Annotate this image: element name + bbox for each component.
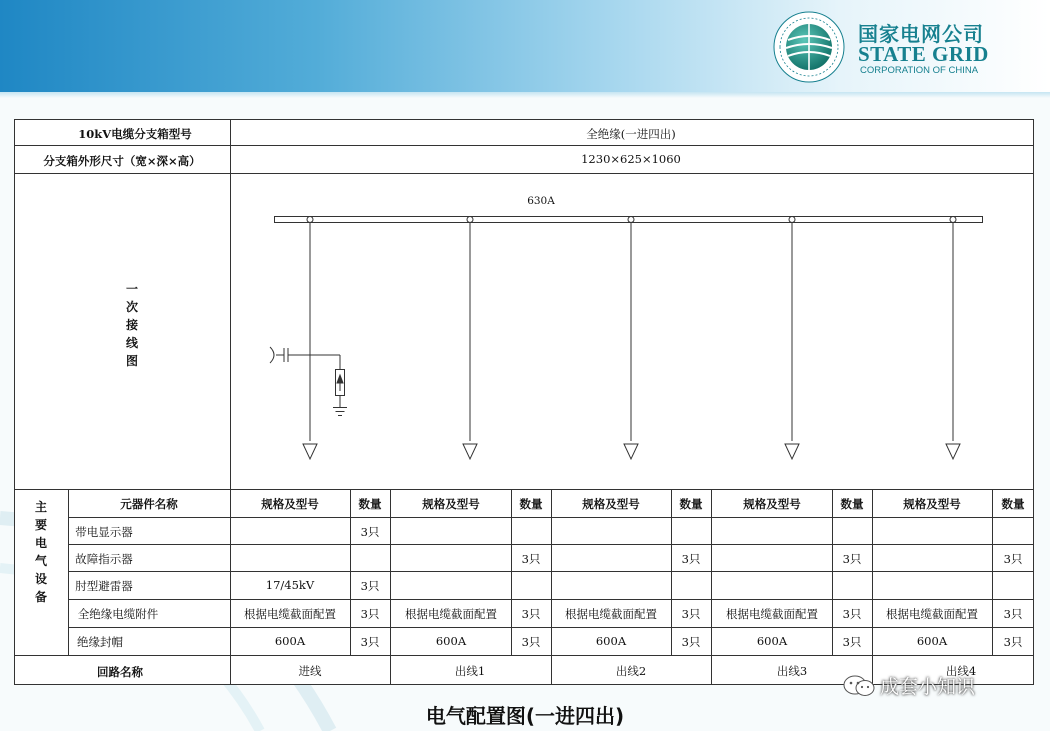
spec-header-4: 规格及型号 [743,497,801,511]
equipment-group-label: 主要电气设备 [34,500,47,604]
feeder-outgoing-1 [463,217,477,460]
qty-cell: 3只 [681,635,701,649]
feeder-incoming [303,217,317,460]
qty-cell: 3只 [521,607,541,621]
brand-subtitle: CORPORATION OF CHINA [860,65,979,76]
feeder-outgoing-3 [785,217,799,460]
circuit-name: 出线4 [945,664,977,678]
spec-header-2: 规格及型号 [422,497,480,511]
circuit-label: 回路名称 [97,665,143,679]
qty-cell: 3只 [842,635,862,649]
spec-cell: 根据电缆截面配置 [886,607,978,621]
brand-name-en: STATE GRID [858,42,989,66]
qty-cell: 3只 [360,579,380,593]
table-grid [14,119,1034,685]
qty-cell: 3只 [521,552,541,566]
state-grid-logo-icon [772,10,846,84]
qty-cell: 3只 [360,607,380,621]
component-header: 元器件名称 [120,497,178,511]
component-name: 全绝缘电缆附件 [77,607,159,621]
spec-cell: 600A [595,634,627,648]
bus-rating: 630A [527,195,555,207]
qty-cell: 3只 [842,607,862,621]
qty-cell: 3只 [842,552,862,566]
qty-header-4: 数量 [840,497,864,511]
model-label: 10kV电缆分支箱型号 [78,127,192,141]
circuit-name: 出线1 [454,664,486,678]
figure-caption: 电气配置图(一进四出) [425,704,625,728]
circuit-name: 进线 [298,664,322,678]
model-value: 全绝缘(一进四出) [586,127,676,141]
circuit-name: 出线2 [615,664,647,678]
spec-cell: 600A [274,634,306,648]
surge-arrester-symbol [310,355,347,416]
qty-cell: 3只 [521,635,541,649]
spec-cell: 600A [435,634,467,648]
qty-cell: 3只 [1003,552,1023,566]
circuit-name: 出线3 [776,664,808,678]
qty-cell: 3只 [360,525,380,539]
size-label: 分支箱外形尺寸（宽×深×高） [43,154,201,168]
qty-header-3: 数量 [679,497,703,511]
spec-cell: 17/45kV [265,578,315,592]
component-name: 带电显示器 [75,525,133,539]
qty-header-2: 数量 [519,497,543,511]
qty-cell: 3只 [681,607,701,621]
component-name: 肘型避雷器 [75,579,133,593]
spec-header-3: 规格及型号 [582,497,640,511]
diagram-label: 一次接线图 [125,282,138,368]
spec-header-1: 规格及型号 [261,497,319,511]
component-name: 绝缘封帽 [77,635,123,649]
feeder-outgoing-4 [946,217,960,460]
qty-cell: 3只 [1003,635,1023,649]
spec-cell: 根据电缆截面配置 [405,607,497,621]
qty-header-1: 数量 [358,497,382,511]
spec-cell: 根据电缆截面配置 [726,607,818,621]
spec-cell: 根据电缆截面配置 [565,607,657,621]
spec-cell: 根据电缆截面配置 [244,607,336,621]
size-value: 1230×625×1060 [581,152,681,166]
spec-cell: 600A [756,634,788,648]
qty-cell: 3只 [360,635,380,649]
live-indicator-symbol [270,347,310,363]
qty-header-5: 数量 [1001,497,1025,511]
watermark [842,672,975,699]
brand-name-cn: 国家电网公司 [858,22,984,46]
feeder-outgoing-2 [624,217,638,460]
watermark-text: 成套小知识 [880,676,976,698]
component-name: 故障指示器 [75,552,133,566]
spec-header-5: 规格及型号 [903,497,961,511]
qty-cell: 3只 [1003,607,1023,621]
header-banner-shadow [0,92,1050,98]
feeder-lines [303,217,960,460]
wechat-icon [842,674,876,698]
spec-cell: 600A [916,634,948,648]
qty-cell: 3只 [681,552,701,566]
